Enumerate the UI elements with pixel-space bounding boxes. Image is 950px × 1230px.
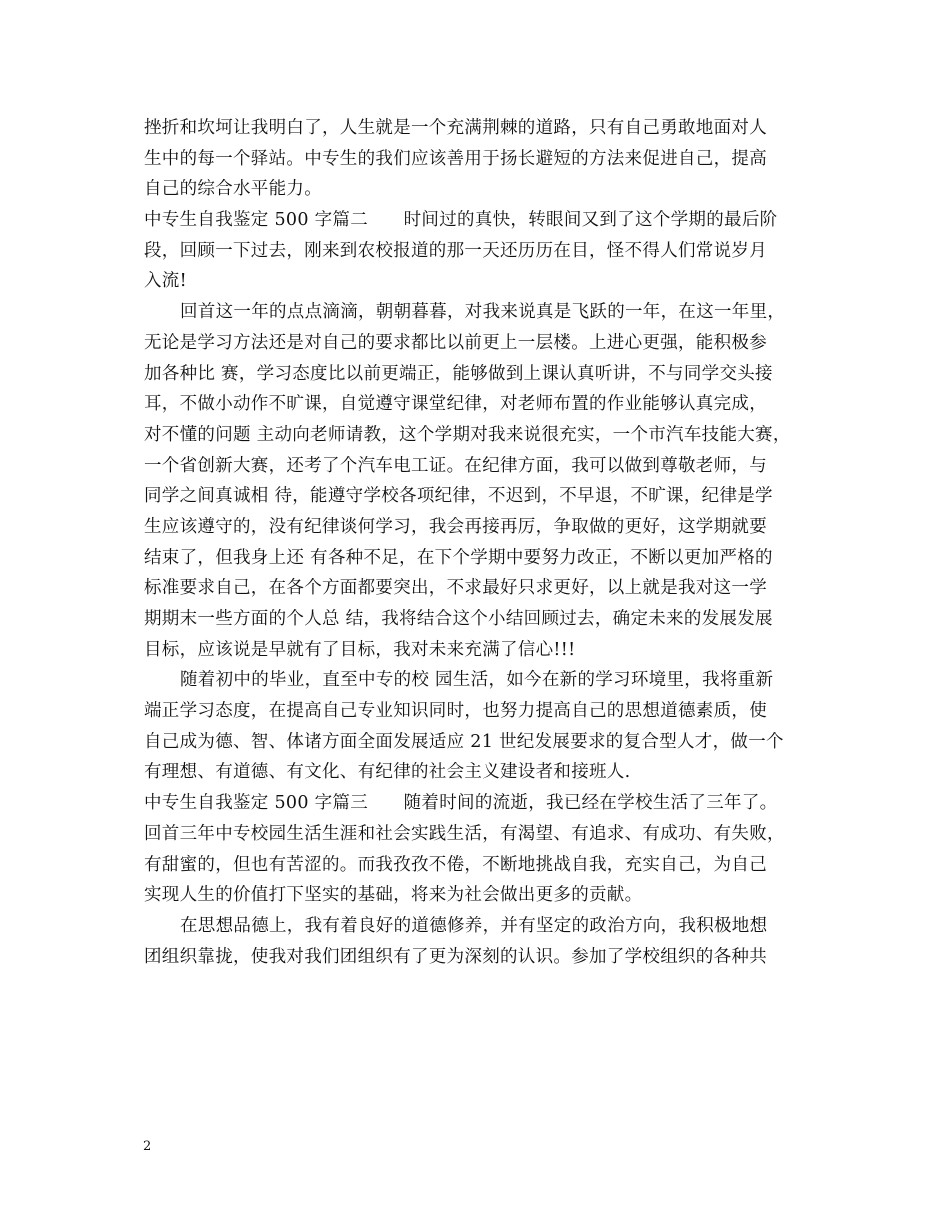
text-line: 生中的每一个驿站。中专生的我们应该善用于扬长避短的方法来促进自己，提高	[144, 148, 767, 169]
text-line: 回首这一年的点点滴滴，朝朝暮暮，对我来说真是飞跃的一年，在这一年里，	[180, 302, 786, 323]
text-line: 在思想品德上，我有着良好的道德修养，并有坚定的政治方向，我积极地想	[180, 915, 768, 936]
text-line: 有甜蜜的，但也有苦涩的。而我孜孜不倦，不断地挑战自我，充实自己，为自己	[144, 854, 767, 875]
text-line: 自己的综合水平能力。	[144, 179, 322, 200]
text-line: 实现人生的价值打下坚实的基础，将来为社会做出更多的贡献。	[144, 885, 643, 906]
text-line: 入流!	[144, 271, 187, 292]
text-line: 中专生自我鉴定 500 字篇三 随着时间的流逝，我已经在学校生活了三年了。	[144, 793, 778, 814]
text-line: 随着初中的毕业，直至中专的校 园生活，如今在新的学习环境里，我将重新	[180, 670, 774, 691]
text-line: 回首三年中专校园生活生涯和社会实践生活，有渴望、有追求、有成功、有失败，	[144, 823, 785, 844]
text-line: 生应该遵守的，没有纪律谈何学习，我会再接再厉，争取做的更好，这学期就要	[144, 516, 767, 537]
text-line: 结束了，但我身上还 有各种不足，在下个学期中要努力改正，不断以更加严格的	[144, 547, 773, 568]
text-line: 加各种比 赛，学习态度比以前更端正，能够做到上课认真听讲，不与同学交头接	[144, 363, 773, 384]
body-text	[144, 113, 824, 972]
text-line: 同学之间真诚相 待，能遵守学校各项纪律，不迟到，不早退，不旷课，纪律是学	[144, 486, 773, 507]
text-line: 有理想、有道德、有文化、有纪律的社会主义建设者和接班人.	[144, 762, 631, 783]
text-line: 标准要求自己，在各个方面都要突出，不求最好只求更好，以上就是我对这一学	[144, 578, 767, 599]
text-line: 端正学习态度，在提高自己专业知识同时，也努力提高自己的思想道德素质，使	[144, 701, 767, 722]
text-line: 段，回顾一下过去，刚来到农校报道的那一天还历历在目，怪不得人们常说岁月	[144, 240, 767, 261]
text-line: 中专生自我鉴定 500 字篇二 时间过的真快，转眼间又到了这个学期的最后阶	[144, 210, 778, 231]
text-line: 一个省创新大赛，还考了个汽车电工证。在纪律方面，我可以做到尊敬老师，与	[144, 455, 767, 476]
text-line: 团组织靠拢，使我对我们团组织有了更为深刻的认识。参加了学校组织的各种共	[144, 946, 767, 967]
text-line: 自己成为德、智、体诸方面全面发展适应 21 世纪发展要求的复合型人才，做一个	[144, 731, 784, 752]
text-line: 挫折和坎坷让我明白了，人生就是一个充满荆棘的道路，只有自己勇敢地面对人	[144, 118, 767, 138]
text-line: 期期末一些方面的个人总 结，我将结合这个小结回顾过去，确定未来的发展发展	[144, 609, 773, 629]
text-line: 目标，应该说是早就有了目标，我对未来充满了信心!!!	[144, 639, 576, 660]
text-line: 无论是学习方法还是对自己的要求都比以前更上一层楼。上进心更强，能积极参	[144, 332, 767, 353]
page-number: 2	[143, 1139, 152, 1154]
text-line: 对不懂的问题 主动向老师请教，这个学期对我来说很充实，一个市汽车技能大赛，	[144, 424, 791, 445]
text-line: 耳，不做小动作不旷课，自觉遵守课堂纪律，对老师布置的作业能够认真完成，	[144, 394, 767, 415]
